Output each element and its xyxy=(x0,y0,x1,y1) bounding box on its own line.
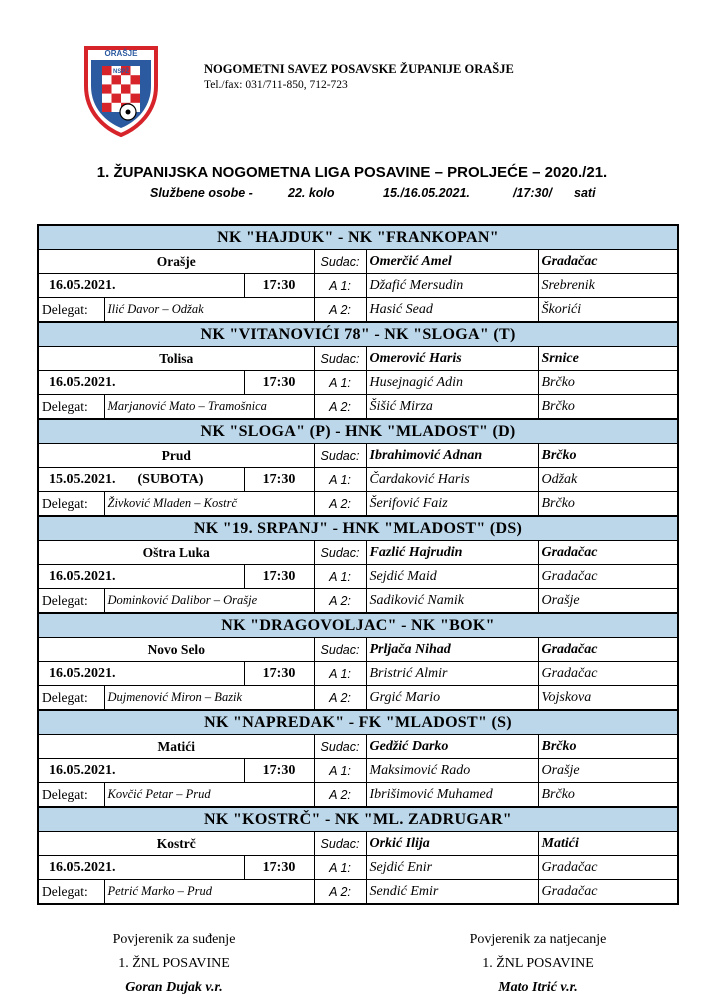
referee-name: Orkić Ilija xyxy=(366,832,538,856)
referee-name: Omerović Haris xyxy=(366,347,538,371)
match-datetime xyxy=(38,565,244,589)
referee-city: Gradačac xyxy=(538,250,678,274)
delegate-label: Delegat: xyxy=(38,686,104,711)
match-date: 16.05.2021. xyxy=(49,277,116,293)
signature-left-role: Povjerenik za suđenje xyxy=(112,932,236,947)
contact-info: Tel./fax: 031/711-850, 712-723 xyxy=(204,79,348,91)
match-datetime xyxy=(38,371,244,395)
assistant1-label: A 1: xyxy=(314,274,366,298)
match-time: 17:30 xyxy=(244,759,314,783)
federation-logo xyxy=(80,42,162,138)
referee-city: Gradačac xyxy=(538,638,678,662)
assistant2-label: A 2: xyxy=(314,783,366,808)
match-time: 17:30 xyxy=(244,371,314,395)
match-teams: NK "DRAGOVOLJAC" - NK "BOK" xyxy=(38,613,678,638)
assistant2-name: Šerifović Faiz xyxy=(366,492,538,517)
assistant1-label: A 1: xyxy=(314,856,366,880)
match-date: 16.05.2021. xyxy=(49,568,116,584)
svg-text:NSPŽ: NSPŽ xyxy=(112,69,130,75)
assistant1-row xyxy=(38,662,678,686)
signature-right xyxy=(428,928,648,1000)
match-venue: Matići xyxy=(38,735,314,759)
assistant2-row xyxy=(38,880,678,905)
match-teams: NK "KOSTRČ" - NK "ML. ZADRUGAR" xyxy=(38,807,678,832)
delegate-name: Dujmenović Miron – Bazik xyxy=(104,686,314,711)
match-time: 17:30 xyxy=(244,856,314,880)
referee-city: Srnice xyxy=(538,347,678,371)
assistant2-row xyxy=(38,783,678,808)
match-header-row xyxy=(38,807,678,832)
referee-label: Sudac: xyxy=(314,444,366,468)
signature-left-name: Goran Dujak v.r. xyxy=(125,980,223,995)
match-day: (SUBOTA) xyxy=(137,471,204,487)
match-datetime xyxy=(38,856,244,880)
subtitle-officials: Službene osobe - xyxy=(150,186,253,200)
referee-label: Sudac: xyxy=(314,347,366,371)
match-header-row xyxy=(38,225,678,250)
assistant2-row xyxy=(38,298,678,323)
assistant1-name: Bristrić Almir xyxy=(366,662,538,686)
match-teams: NK "VITANOVIĆI 78" - NK "SLOGA" (T) xyxy=(38,322,678,347)
referee-row xyxy=(38,541,678,565)
match-time: 17:30 xyxy=(244,468,314,492)
delegate-name: Marjanović Mato – Tramošnica xyxy=(104,395,314,420)
match-venue: Kostrč xyxy=(38,832,314,856)
assistant2-city: Brčko xyxy=(538,492,678,517)
assistant2-row xyxy=(38,395,678,420)
referee-label: Sudac: xyxy=(314,638,366,662)
assistant1-name: Čardaković Haris xyxy=(366,468,538,492)
assistant2-city: Orašje xyxy=(538,589,678,614)
referee-label: Sudac: xyxy=(314,735,366,759)
assistant2-name: Sendić Emir xyxy=(366,880,538,905)
delegate-label: Delegat: xyxy=(38,589,104,614)
subtitle-dates: 15./16.05.2021. xyxy=(383,186,470,200)
delegate-name: Dominković Dalibor – Orašje xyxy=(104,589,314,614)
match-teams: NK "SLOGA" (P) - HNK "MLADOST" (D) xyxy=(38,419,678,444)
assistant2-label: A 2: xyxy=(314,589,366,614)
assistant1-city: Gradačac xyxy=(538,662,678,686)
match-datetime xyxy=(38,759,244,783)
assistant2-label: A 2: xyxy=(314,880,366,905)
referee-city: Gradačac xyxy=(538,541,678,565)
subtitle-round: 22. kolo xyxy=(288,186,335,200)
assistant2-label: A 2: xyxy=(314,298,366,323)
match-time: 17:30 xyxy=(244,274,314,298)
schedule-table xyxy=(37,224,679,905)
match-time: 17:30 xyxy=(244,662,314,686)
referee-row xyxy=(38,444,678,468)
assistant1-label: A 1: xyxy=(314,565,366,589)
assistant2-name: Šišić Mirza xyxy=(366,395,538,420)
match-header-row xyxy=(38,516,678,541)
assistant1-name: Maksimović Rado xyxy=(366,759,538,783)
delegate-name: Kovčić Petar – Prud xyxy=(104,783,314,808)
subtitle-unit: sati xyxy=(574,186,596,200)
assistant2-label: A 2: xyxy=(314,492,366,517)
assistant2-row xyxy=(38,686,678,711)
assistant1-label: A 1: xyxy=(314,662,366,686)
assistant1-row xyxy=(38,565,678,589)
match-date: 16.05.2021. xyxy=(49,374,116,390)
match-date: 16.05.2021. xyxy=(49,665,116,681)
assistant2-city: Škorići xyxy=(538,298,678,323)
assistant1-label: A 1: xyxy=(314,371,366,395)
assistant1-city: Gradačac xyxy=(538,565,678,589)
assistant2-city: Gradačac xyxy=(538,880,678,905)
referee-row xyxy=(38,250,678,274)
match-venue: Oštra Luka xyxy=(38,541,314,565)
match-venue: Orašje xyxy=(38,250,314,274)
assistant1-label: A 1: xyxy=(314,468,366,492)
assistant2-city: Vojskova xyxy=(538,686,678,711)
signature-right-league: 1. ŽNL POSAVINE xyxy=(482,956,594,971)
delegate-name: Živković Mladen – Kostrč xyxy=(104,492,314,517)
referee-name: Ibrahimović Adnan xyxy=(366,444,538,468)
assistant1-row xyxy=(38,468,678,492)
assistant2-city: Brčko xyxy=(538,395,678,420)
match-teams: NK "NAPREDAK" - FK "MLADOST" (S) xyxy=(38,710,678,735)
assistant1-name: Džafić Mersudin xyxy=(366,274,538,298)
referee-label: Sudac: xyxy=(314,541,366,565)
assistant1-row xyxy=(38,371,678,395)
assistant1-row xyxy=(38,759,678,783)
assistant2-name: Ibrišimović Muhamed xyxy=(366,783,538,808)
assistant1-name: Sejdić Enir xyxy=(366,856,538,880)
referee-name: Gedžić Darko xyxy=(366,735,538,759)
assistant2-label: A 2: xyxy=(314,395,366,420)
signature-left xyxy=(64,928,284,1000)
delegate-name: Ilić Davor – Odžak xyxy=(104,298,314,323)
match-time: 17:30 xyxy=(244,565,314,589)
delegate-name: Petrić Marko – Prud xyxy=(104,880,314,905)
assistant2-name: Sadiković Namik xyxy=(366,589,538,614)
match-datetime xyxy=(38,662,244,686)
match-header-row xyxy=(38,613,678,638)
page-title: 1. ŽUPANIJSKA NOGOMETNA LIGA POSAVINE – PROLJEĆE – 2020./21. xyxy=(96,164,608,181)
assistant1-name: Husejnagić Adin xyxy=(366,371,538,395)
organization-name: NOGOMETNI SAVEZ POSAVSKE ŽUPANIJE ORAŠJE xyxy=(204,62,514,76)
assistant1-city: Gradačac xyxy=(538,856,678,880)
referee-row xyxy=(38,638,678,662)
assistant1-row xyxy=(38,274,678,298)
referee-label: Sudac: xyxy=(314,250,366,274)
match-header-row xyxy=(38,710,678,735)
delegate-label: Delegat: xyxy=(38,880,104,905)
match-venue: Novo Selo xyxy=(38,638,314,662)
assistant2-label: A 2: xyxy=(314,686,366,711)
assistant2-name: Hasić Sead xyxy=(366,298,538,323)
referee-row xyxy=(38,832,678,856)
referee-label: Sudac: xyxy=(314,832,366,856)
assistant1-city: Brčko xyxy=(538,371,678,395)
assistant1-name: Sejdić Maid xyxy=(366,565,538,589)
referee-row xyxy=(38,735,678,759)
delegate-label: Delegat: xyxy=(38,395,104,420)
assistant1-city: Srebrenik xyxy=(538,274,678,298)
match-header-row xyxy=(38,322,678,347)
delegate-label: Delegat: xyxy=(38,298,104,323)
signature-right-name: Mato Itrić v.r. xyxy=(498,980,578,995)
match-datetime xyxy=(38,468,244,492)
assistant2-row xyxy=(38,492,678,517)
assistant1-city: Odžak xyxy=(538,468,678,492)
assistant2-city: Brčko xyxy=(538,783,678,808)
match-teams: NK "HAJDUK" - NK "FRANKOPAN" xyxy=(38,225,678,250)
match-datetime xyxy=(38,274,244,298)
match-date: 15.05.2021. xyxy=(49,471,116,487)
referee-city: Brčko xyxy=(538,735,678,759)
delegate-label: Delegat: xyxy=(38,783,104,808)
referee-city: Matići xyxy=(538,832,678,856)
match-venue: Tolisa xyxy=(38,347,314,371)
delegate-label: Delegat: xyxy=(38,492,104,517)
signature-left-league: 1. ŽNL POSAVINE xyxy=(118,956,230,971)
assistant1-city: Orašje xyxy=(538,759,678,783)
match-date: 16.05.2021. xyxy=(49,762,116,778)
assistant2-row xyxy=(38,589,678,614)
assistant2-name: Grgić Mario xyxy=(366,686,538,711)
svg-text:ORAŠJE: ORAŠJE xyxy=(104,49,138,58)
signature-right-role: Povjerenik za natjecanje xyxy=(469,932,607,947)
assistant1-row xyxy=(38,856,678,880)
referee-name: Omerčić Amel xyxy=(366,250,538,274)
match-header-row xyxy=(38,419,678,444)
match-teams: NK "19. SRPANJ" - HNK "MLADOST" (DS) xyxy=(38,516,678,541)
match-date: 16.05.2021. xyxy=(49,859,116,875)
referee-name: Fazlić Hajrudin xyxy=(366,541,538,565)
match-venue: Prud xyxy=(38,444,314,468)
referee-name: Prljača Nihad xyxy=(366,638,538,662)
assistant1-label: A 1: xyxy=(314,759,366,783)
referee-city: Brčko xyxy=(538,444,678,468)
subtitle-time: /17:30/ xyxy=(513,186,552,200)
referee-row xyxy=(38,347,678,371)
